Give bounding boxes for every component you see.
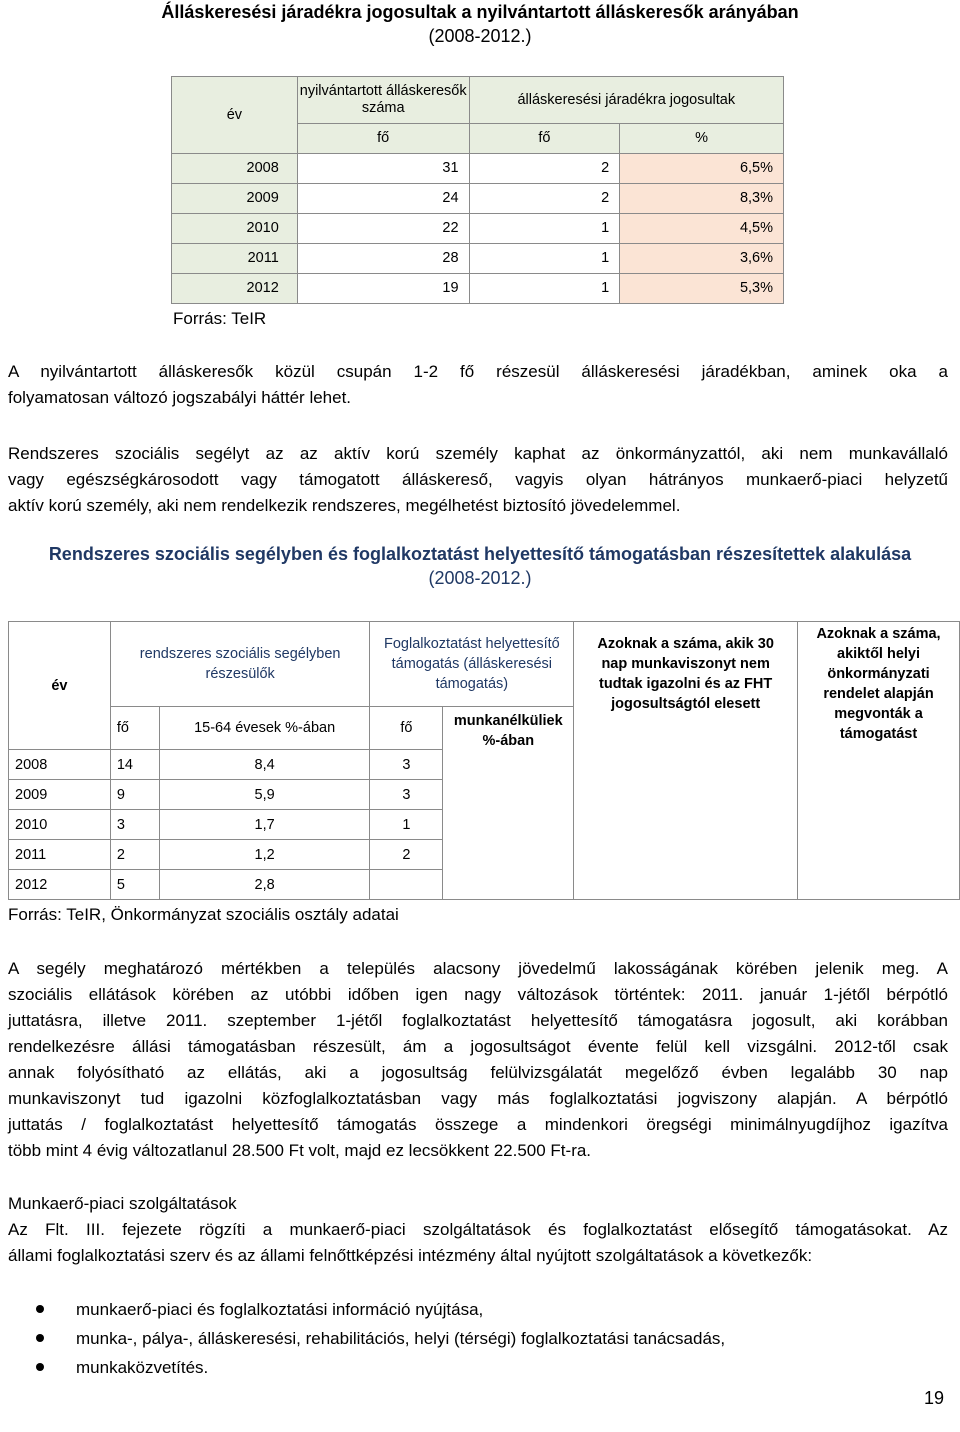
paragraph-line: juttatás / foglalkoztatást helyettesítő támogatás összege a mindenkori öregségi minimálnyugdíjhoz igazítva (8, 1115, 948, 1134)
header-fht-missing: Azoknak a száma, akik 30 nap munkaviszonyt nem tudtak igazolni és az FHT jogosultságtól elesett (574, 622, 798, 900)
cell-year: 2011 (9, 840, 111, 870)
table2-source: Forrás: TeIR, Önkormányzat szociális osztály adatai (8, 905, 399, 924)
cell-pct: 4,5% (620, 214, 784, 244)
cell-rss-fo: 14 (110, 750, 159, 780)
list-item (36, 1353, 725, 1382)
cell-fht-fo: 2 (370, 840, 443, 870)
list-item (36, 1295, 725, 1324)
page-number: 19 (923, 1388, 944, 1408)
paragraph-benefit (8, 359, 948, 411)
paragraph-line: Rendszeres szociális segélyt az az aktív korú személy kaphat az önkormányzattól, aki nem munkavállaló (8, 444, 948, 463)
cell-pct: 8,3% (620, 184, 784, 214)
cell-rss-fo: 5 (110, 870, 159, 900)
header-fht-pct: munkanélküliek %-ában (443, 707, 574, 900)
cell-year: 2010 (172, 214, 298, 244)
paragraph-line: folyamatosan változó jogszabályi háttér lehet. (8, 388, 352, 407)
table-row (172, 214, 784, 244)
cell-fht-fo: 3 (370, 750, 443, 780)
cell-pct: 5,3% (620, 274, 784, 304)
table-row (172, 154, 784, 184)
paragraph-line: állami foglalkoztatási szerv és az állami felnőttképzési intézmény által nyújtott szolgáltatások a következők: (8, 1246, 813, 1265)
table1-title-line2: (2008-2012.) (428, 26, 532, 46)
paragraph-line: Az Flt. III. fejezete rögzíti a munkaerő-piaci szolgáltatások és foglalkoztatást elősegítő támogatásokat. Az (8, 1220, 948, 1239)
table1-title-line1: Álláskeresési járadékra jogosultak a nyilvántartott álláskeresők arányában (161, 2, 799, 22)
paragraph-line: A nyilvántartott álláskeresők közül csupán 1-2 fő részesül álláskeresési járadékban, aminek oka a (8, 362, 948, 381)
paragraph-line: annak folyósítható az ellátás, aki a jogosultság felülvizsgálatát megelőző évben legalább 30 nap (8, 1063, 948, 1082)
cell-rss-pct: 8,4 (159, 750, 370, 780)
cell-fht-fo: 1 (370, 810, 443, 840)
paragraph-line: A segély meghatározó mértékben a település alacsony jövedelmű lakosságának körében jelenik meg. A (8, 959, 948, 978)
cell-rss-fo: 2 (110, 840, 159, 870)
header-entitled: álláskeresési járadékra jogosultak (469, 77, 783, 124)
section-labor-services (8, 1191, 948, 1269)
paragraph-line: szociális ellátások körében az utóbbi időben igen nagy változások történtek: 2011. január 1-jétől bérpótló (8, 985, 948, 1004)
header-rss-fo: fő (110, 707, 159, 750)
cell-pct: 6,5% (620, 154, 784, 184)
header-year: év (9, 622, 111, 750)
list-item-text: munka-, pálya-, álláskeresési, rehabilitációs, helyi (térségi) foglalkoztatási tanácsadás, (76, 1329, 726, 1348)
header-rss-pct: 15-64 évesek %-ában (159, 707, 370, 750)
list-item-text: munkaerő-piaci és foglalkoztatási információ nyújtása, (76, 1300, 484, 1319)
table2-title-line1: Rendszeres szociális segélyben és foglalkoztatást helyettesítő támogatásban részesítettek alakulása (48, 544, 912, 564)
cell-entitled: 1 (469, 244, 620, 274)
table2-title-line2: (2008-2012.) (428, 568, 532, 588)
paragraph-aid-changes (8, 956, 948, 1164)
cell-rss-pct: 1,2 (159, 840, 370, 870)
social-aid-table (8, 621, 960, 900)
cell-registered: 22 (297, 214, 469, 244)
cell-year: 2012 (9, 870, 111, 900)
cell-entitled: 2 (469, 184, 620, 214)
paragraph-line: rendelkezésre állási támogatásban részesült, ám a jogosultságot évente felül kell vizsgálni. 2012-től csak (8, 1037, 948, 1056)
cell-pct: 3,6% (620, 244, 784, 274)
cell-year: 2009 (9, 780, 111, 810)
bullet-icon (36, 1334, 44, 1342)
cell-rss-fo: 3 (110, 810, 159, 840)
paragraph-line: juttatásra, illetve 2011. szeptember 1-jétől foglalkoztatást helyettesítő támogatásra jogosult, aki korábban (8, 1011, 948, 1030)
bullet-icon (36, 1363, 44, 1371)
cell-registered: 28 (297, 244, 469, 274)
table-row (172, 274, 784, 304)
jobseeker-benefit-table (171, 76, 784, 304)
cell-registered: 24 (297, 184, 469, 214)
header-unit-fo: fő (469, 124, 620, 154)
header-rss: rendszeres szociális segélyben részesülők (110, 622, 370, 707)
table-row (172, 244, 784, 274)
services-list (36, 1295, 725, 1382)
paragraph-social-aid (8, 441, 948, 519)
paragraph-line: vagy egészségkárosodott vagy támogatott álláskereső, vagyis olyan hátrányos munkaerő-piaci helyzetű (8, 470, 948, 489)
paragraph-line: több mint 4 évig változatlanul 28.500 Ft volt, majd ez lecsökkent 22.500 Ft-ra. (8, 1141, 592, 1160)
cell-registered: 31 (297, 154, 469, 184)
cell-year: 2010 (9, 810, 111, 840)
cell-rss-pct: 5,9 (159, 780, 370, 810)
cell-year: 2009 (172, 184, 298, 214)
header-fht-fo: fő (370, 707, 443, 750)
section-heading: Munkaerő-piaci szolgáltatások (8, 1194, 237, 1213)
cell-year: 2008 (9, 750, 111, 780)
list-item-text: munkaközvetítés. (76, 1358, 209, 1377)
cell-year: 2011 (172, 244, 298, 274)
cell-entitled: 1 (469, 214, 620, 244)
header-revoked: Azoknak a száma, akiktől helyi önkormányzati rendelet alapján megvonták a támogatást (798, 622, 960, 900)
cell-entitled: 1 (469, 274, 620, 304)
header-year: év (172, 77, 298, 154)
cell-fht-fo (370, 870, 443, 900)
header-fht: Foglalkoztatást helyettesítő támogatás (álláskeresési támogatás) (370, 622, 574, 707)
cell-year: 2012 (172, 274, 298, 304)
table1-source: Forrás: TeIR (173, 309, 267, 328)
cell-year: 2008 (172, 154, 298, 184)
header-unit-fo: fő (297, 124, 469, 154)
cell-entitled: 2 (469, 154, 620, 184)
cell-fht-fo: 3 (370, 780, 443, 810)
header-registered: nyilvántartott álláskeresők száma (297, 77, 469, 124)
header-unit-pct: % (620, 124, 784, 154)
list-item (36, 1324, 725, 1353)
paragraph-line: aktív korú személy, aki nem rendelkezik rendszeres, megélhetést biztosító jövedelemmel. (8, 496, 681, 515)
cell-rss-pct: 1,7 (159, 810, 370, 840)
bullet-icon (36, 1305, 44, 1313)
cell-registered: 19 (297, 274, 469, 304)
cell-rss-pct: 2,8 (159, 870, 370, 900)
cell-rss-fo: 9 (110, 780, 159, 810)
table-row (172, 184, 784, 214)
paragraph-line: munkaviszonyt tud igazolni közfoglalkoztatásban vagy más foglalkoztatási jogviszony alapján. A bérpótló (8, 1089, 948, 1108)
